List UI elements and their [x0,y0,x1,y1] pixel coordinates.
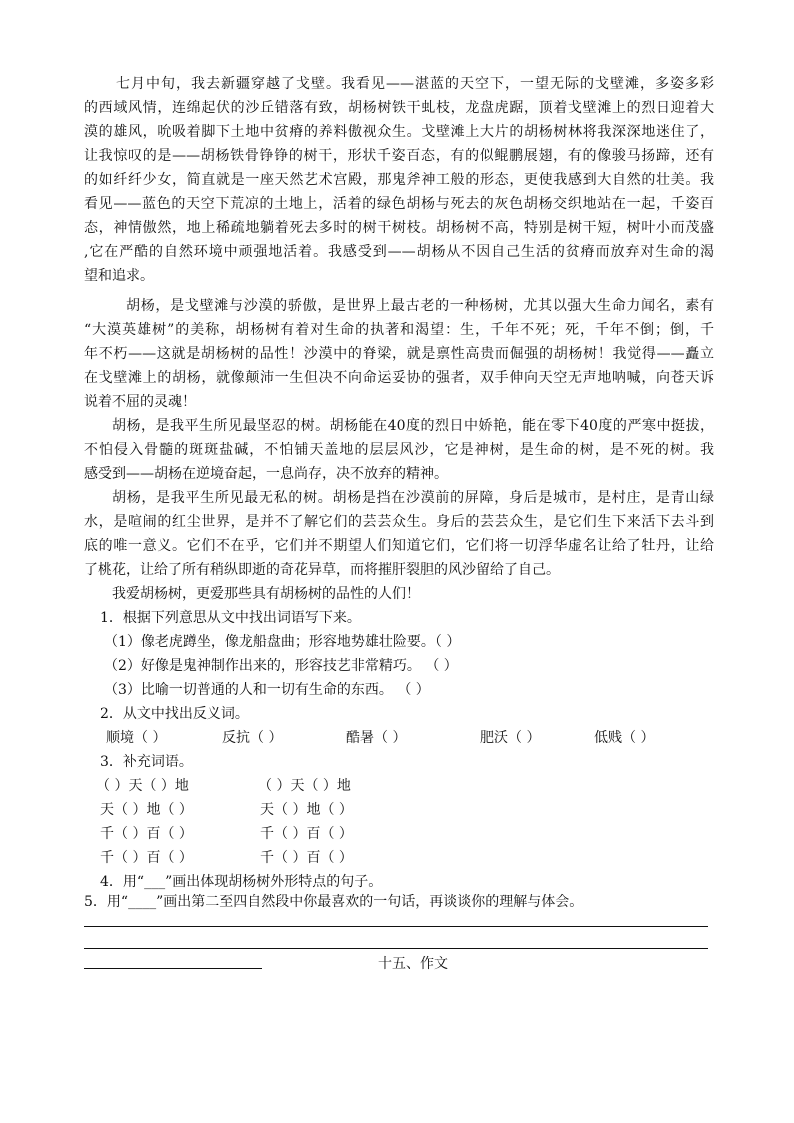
question-3-title: 3．补充词语。 [100,754,193,770]
p2-line-2: “大漠英雄树”的美称，胡杨树有着对生命的执著和渴望：生，千年不死；死，千年不倒；倒，千 [84,322,714,338]
p3-line-2: 不怕侵入骨髓的斑斑盐碱，不怕铺天盖地的层层风沙，它是神树，是生命的树，是不死的树。我 [84,442,714,458]
answer-line-2[interactable] [84,948,708,949]
p4-line-4: 了桃花，让给了所有稍纵即逝的奇花异草，而将摧肝裂胆的风沙留给了自己。 [84,562,560,578]
p1-line-2: 的西域风情，连绵起伏的沙丘错落有致，胡杨树铁干虬枝，龙盘虎踞，顶着戈壁滩上的烈日迎着大 [84,100,714,116]
idiom-4-2: 千（ ）百（ ） [260,850,353,866]
p1-line-4: 让我惊叹的是——胡杨铁骨铮铮的树干，形状千姿百态，有的似鲲鹏展翅，有的像骏马扬蹄，还有 [84,148,714,164]
question-2-title: 2．从文中找出反义词。 [100,706,249,722]
p1-line-7: 态，神情傲然，地上稀疏地躺着死去多时的树干树枝。胡杨树不高，特别是树干短，树叶小而茂盛 [84,220,714,236]
question-5-blank: ____ [128,894,157,910]
antonym-2: 反抗（ ） [222,730,283,746]
p4-line-2: 水，是喧闹的红尘世界，是并不了解它们的芸芸众生。身后的芸芸众生，是它们生下来活下去斗到 [84,514,714,530]
idiom-2-1: 天（ ）地（ ） [100,802,193,818]
p1-line-5: 的如纤纤少女，简直就是一座天然艺术宫殿，那鬼斧神工般的形态，更使我感到大自然的壮美。我 [84,172,714,188]
antonym-3: 酷暑（ ） [346,730,407,746]
idiom-3-2: 千（ ）百（ ） [260,826,353,842]
p2-line-5: 说着不屈的灵魂！ [84,394,196,410]
question-1-item-1: （1）像老虎蹲坐，像龙船盘曲；形容地势雄壮险要。（ ） [104,634,461,650]
question-1-item-2: （2）好像是鬼神制作出来的，形容技艺非常精巧。 （ ） [104,658,458,674]
question-5-prefix: 5．用“ [84,894,129,910]
p4-line-1: 胡杨，是我平生所见最无私的树。胡杨是挡在沙漠前的屏障，身后是城市，是村庄，是青山绿 [112,490,714,506]
paragraph-5: 我爱胡杨树，更爱那些具有胡杨树的品性的人们！ [112,586,420,602]
question-4-suffix: ”画出体现胡杨树外形特点的句子。 [165,874,383,890]
question-1-item-3: （3）比喻一切普通的人和一切有生命的东西。 （ ） [104,682,430,698]
p4-line-3: 底的唯一意义。它们不在乎，它们并不期望人们知道它们，它们将一切浮华虚名让给了牡丹，让给 [84,538,714,554]
answer-line-1[interactable] [84,926,708,927]
question-4-blank: ___ [144,874,166,890]
question-5 [84,890,583,914]
idiom-1-2: （ ）天（ ）地 [258,778,351,794]
p1-line-9: 望和追求。 [84,268,154,284]
question-5-suffix: ”画出第二至四自然段中你最喜欢的一句话，再谈谈你的理解与体会。 [156,894,584,910]
idiom-2-2: 天（ ）地（ ） [260,802,353,818]
question-4-prefix: 4．用“ [100,874,145,890]
antonym-1: 顺境（ ） [106,730,167,746]
p3-line-1: 胡杨，是我平生所见最坚忍的树。胡杨能在40度的烈日中娇艳，能在零下40度的严寒中挺拔， [112,418,714,434]
p3-line-3: 感受到——胡杨在逆境奋起，一息尚存，决不放弃的精神。 [84,466,448,482]
antonym-4: 肥沃（ ） [480,730,541,746]
p1-line-8: ,它在严酷的自然环境中顽强地活着。我感受到——胡杨从不因自己生活的贫瘠而放弃对生命的渴 [84,244,714,260]
p2-line-1: 胡杨，是戈壁滩与沙漠的骄傲，是世界上最古老的一种杨树，尤其以强大生命力闻名，素有 [126,298,714,314]
p1-line-1: 七月中旬，我去新疆穿越了戈壁。我看见——湛蓝的天空下，一望无际的戈壁滩，多姿多彩 [116,76,714,92]
antonym-5: 低贱（ ） [594,730,655,746]
question-1-title: 1．根据下列意思从文中找出词语写下来。 [100,610,361,626]
idiom-4-1: 千（ ）百（ ） [100,850,193,866]
idiom-1-1: （ ）天（ ）地 [96,778,189,794]
p2-line-3: 年不朽——这就是胡杨树的品性！沙漠中的脊梁，就是禀性高贵而倔强的胡杨树！我觉得——矗立 [84,346,714,362]
section-title: 十五、作文 [378,956,448,972]
idiom-3-1: 千（ ）百（ ） [100,826,193,842]
p1-line-6: 看见——蓝色的天空下荒凉的土地上，活着的绿色胡杨与死去的灰色胡杨交织地站在一起，千姿百 [84,196,714,212]
p1-line-3: 漠的雄风，吮吸着脚下土地中贫瘠的养料傲视众生。戈壁滩上大片的胡杨树林将我深深地迷住了， [84,124,714,140]
p2-line-4: 在戈壁滩上的胡杨，就像颠沛一生但决不向命运妥协的强者，双手伸向天空无声地呐喊，向苍天诉 [84,370,714,386]
answer-line-3[interactable] [84,968,262,969]
